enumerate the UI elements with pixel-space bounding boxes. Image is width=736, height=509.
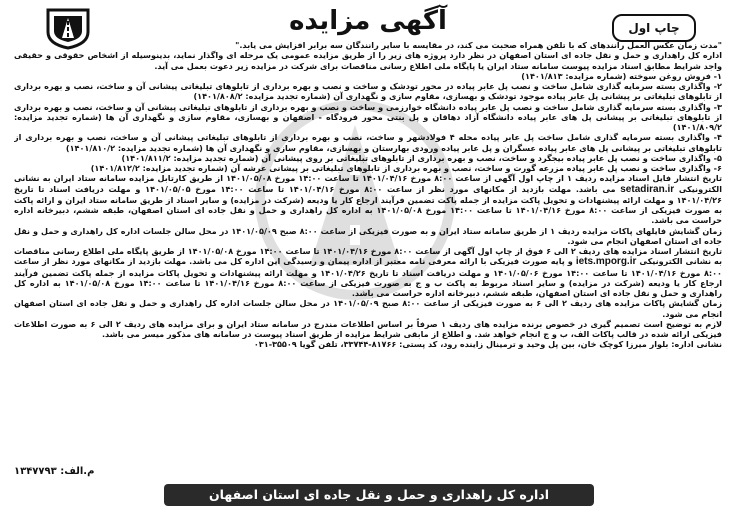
lead-paragraph: اداره کل راهداری و حمل و نقل جاده ای استان اصفهان در نظر دارد پروژه های زیر را از طریق مزایده عمومی یک مرحله ای واگذار نماید، بدینوسیله از اشخاص حقوقی و حقیقی واجد شرایط مطابق اسناد مزایده پیوست سامانه ستاد ایران یا پایگاه ملی اطلاع رسانی مناقصات برای شرکت در مزایده زیر دعوت بعمل می آید.: [14, 50, 722, 71]
list-item: ۳- واگذاری بسته سرمایه گذاری شامل ساخت و نصب پل عابر پیاده دانشگاه خوارزمی و ساخت و نصب و بهره برداری از تابلوهای تبلیغاتی پیشانی آن و ساخت، نصب و بهره برداری از تابلوهای تبلیغاتی بر پیشانی پل های عابر پیاده دانشگاه آزاد دهاقان و پل بنتی محور فرودگاه - اصفهان و بهسازی، مقاوم سازی و نگهداری آن ها (شماره تجدید مزایده: ۱۴۰۱/۸۰۹/۲): [14, 101, 722, 132]
edition-badge: چاپ اول: [612, 14, 696, 42]
intro-quote: "مدت زمان عکس العمل رانندهای که با تلفن همراه صحبت می کند، در مقایسه با سایر رانندگان سه برابر افزایش می یابد.": [235, 40, 722, 50]
organization-name: اداره کل راهداری و حمل و نقل جاده ای استان اصفهان: [209, 487, 549, 502]
list-item: ۶- واگذاری ساخت و نصب پل عابر پیاده مزرعه گورت و ساخت، نصب و بهره برداری از تابلوهای تبلیغاتی بر پیشانی عرشه آن (شماره تجدید مزایده: ۱۴۰۱/۸۱۲/۲): [90, 163, 722, 173]
reg-value: ۱۳۴۷۷۹۳: [14, 466, 57, 477]
schedule-2-before: تاریخ انتشار اسناد مزایده های ردیف ۲ الی ۶ فوق از چاپ اول آگهی از ساعت ۸:۰۰ مورخ ۱۴۰۱/۰۴/۱۶ تا ساعت ۱۴:۰۰ مورخ ۱۴۰۱/۰۵/۰۸ از طریق پایگاه ملی اطلاع رسانی مناقصات به نشانی الکترونیکی: [14, 246, 722, 267]
opening-paragraph-2: زمان گشایش پاکات مزایده های ردیف ۲ الی ۶ به صورت فیزیکی از ساعت ۸:۰۰ صبح ۱۴۰۱/۰۵/۰۹ در محل سالن جلسات اداره کل راهداری و حمل و نقل جاده ای استان اصفهان انجام می شود.: [14, 298, 722, 319]
schedule-2-after: و پایه صورت فیزیکی با ارائه معرفی نامه معتبر از اداره پیمان و رسیدگی این اداره کل می باشد. مهلت بازدید از مکانهای مورد نظر از ساعت ۸:۰۰ مورخ ۱۴۰۱/۰۴/۱۶ تا ساعت ۱۴:۰۰ مورخ ۱۴۰۱/۰۵/۰۶ و مهلت دریافت اسناد تا تاریخ ۱۴۰۱/۰۴/۲۶ و مهلت ارائه پیشنهادات و تحویل پاکات مزایده از جمله پاکت تضمین فرآیند ارجاع کار یا ودیعه (شرکت در مزایده) و سایر اسناد مربوط به پاکت ب و ج به صورت فیزیکی از ساعت ۸:۰۰ مورخ ۱۴۰۱/۰۴/۱۶ تا ساعت ۱۴:۰۰ مورخ ۱۴۰۱/۰۵/۰۸ به اداره کل راهداری و حمل و نقل جاده ای استان اصفهان، طبقه ششم، دبیرخانه اداره حراست می باشد.: [14, 256, 722, 298]
schedule-paragraph-2: [14, 246, 722, 298]
list-item: ۵- واگذاری ساخت و نصب پل عابر پیاده بیجگرد و ساخت، نصب و بهره برداری از تابلوهای تبلیغاتی بر روی پیشانی آن (شماره تجدید مزایده: ۱۴۰۱/۸۱۱/۲): [121, 152, 722, 163]
schedule-1-before: تاریخ انتشار فایل اسناد مزایده ردیف ۱ از چاپ اول آگهی از ساعت ۸:۰۰ مورخ ۱۴۰۱/۰۴/۱۶ تا ساعت ۱۴:۰۰ مورخ ۱۴۰۱/۰۵/۰۸ از طریق کارتابل مزایده سامانه ستاد ایران به نشانی الکترونیکی: [14, 173, 722, 194]
notice-body: [14, 40, 722, 470]
page-title: آگهی مزایده: [289, 6, 447, 36]
note-paragraph: لازم به توضیح است تصمیم گیری در خصوص برنده مزایده های ردیف ۱ صرفاً بر اساس اطلاعات مندرج در سامانه ستاد ایران و برای مزایده های ردیف ۲ الی ۶ به صورت اطلاعات فیزیکی ارائه شده در قالب پاکات الف، ب و ج انجام خواهد شد. و اطلاع از مابقی شرایط مزایده از طریق اسناد پیوست در سامانه های مذکور میسر می باشد.: [14, 318, 722, 339]
list-item: ۲- واگذاری بسته سرمایه گذاری شامل ساخت و نصب پل عابر پیاده در محور تودشک و ساخت و نصب و بهره برداری از تابلوهای تبلیغاتی پیشانی آن و ساخت، نصب و بهره برداری از تابلوهای تبلیغاتی بر پیشانی پل عابر پیاده موجود تودشک و بهسازی، مقاوم سازی و نگهداری آن (شماره تجدید مزایده: ۱۴۰۱/۸۰۸/۲): [14, 81, 722, 102]
opening-paragraph-1: زمان گشایش فایلهای پاکات مزایده ردیف ۱ از طریق سامانه ستاد ایران و به صورت فیزیکی از ساعت ۸:۰۰ صبح ۱۴۰۱/۰۵/۰۹ در محل سالن جلسات اداره کل راهداری و حمل و نقل جاده ای استان اصفهان انجام می شود.: [14, 225, 722, 246]
schedule-1-after: می باشد. مهلت بازدید از مکانهای مورد نظر از ساعت ۸:۰۰ مورخ ۱۴۰۱/۰۴/۱۶ تا ساعت ۱۴:۰۰ مورخ ۱۴۰۱/۰۵/۰۵ و مهلت دریافت اسناد تا تاریخ ۱۴۰۱/۰۴/۲۶ و مهلت ارائه پیشنهادات و تحویل پاکت مزایده از جمله پاکت تضمین فرآیند ارجاع کار یا ودیعه (شرکت در مزایده) و سایر اسناد از طریق سامانه ستاد ایران و ارائه پاکت به صورت فیزیکی از ساعت ۸:۰۰ مورخ ۱۴۰۱/۰۴/۱۶ تا ساعت ۱۴:۰۰ مورخ ۱۴۰۱/۰۵/۰۸ به اداره کل راهداری و حمل و نقل جاده ای استان اصفهان، طبقه ششم، دبیرخانه اداره حراست می باشد.: [14, 183, 722, 226]
iets-link[interactable]: iets.mporg.ir: [575, 256, 637, 268]
registration-number: [14, 466, 224, 480]
setadiran-link[interactable]: setadiran.ir: [620, 183, 675, 195]
schedule-paragraph-1: [14, 173, 722, 225]
list-item: ۱- فروش روغن سوخته (شماره مزایده: ۱۴۰۱/۸۱۳): [521, 70, 722, 81]
footer-banner: [164, 484, 594, 506]
list-item: ۴- واگذاری بسته سرمایه گذاری شامل ساخت پل عابر پیاده محله ۴ فولادشهر و ساخت، نصب و بهره برداری از تابلوهای تبلیغاتی پیشانی آن و ساخت، نصب و بهره برداری از تابلوهای تبلیغاتی بر پیشانی پل های عابر پیاده عسگران و پل عابر پیاده ورودی بهارستان و بهسازی، مقاوم سازی و نگهداری آن ها (شماره تجدید مزایده: ۱۴۰۱/۸۱۰/۲): [14, 132, 722, 153]
reg-label: م.الف:: [60, 466, 95, 477]
address-paragraph: نشانی اداره: بلوار میرزا کوچک خان، بین پل وحید و ترمینال زاینده رود، کد پستی: ۸۱۷۶۶-۳۳۷۴۴، تلفن گویا ۳۵۵۰۹-۰۳۱: [253, 339, 722, 350]
